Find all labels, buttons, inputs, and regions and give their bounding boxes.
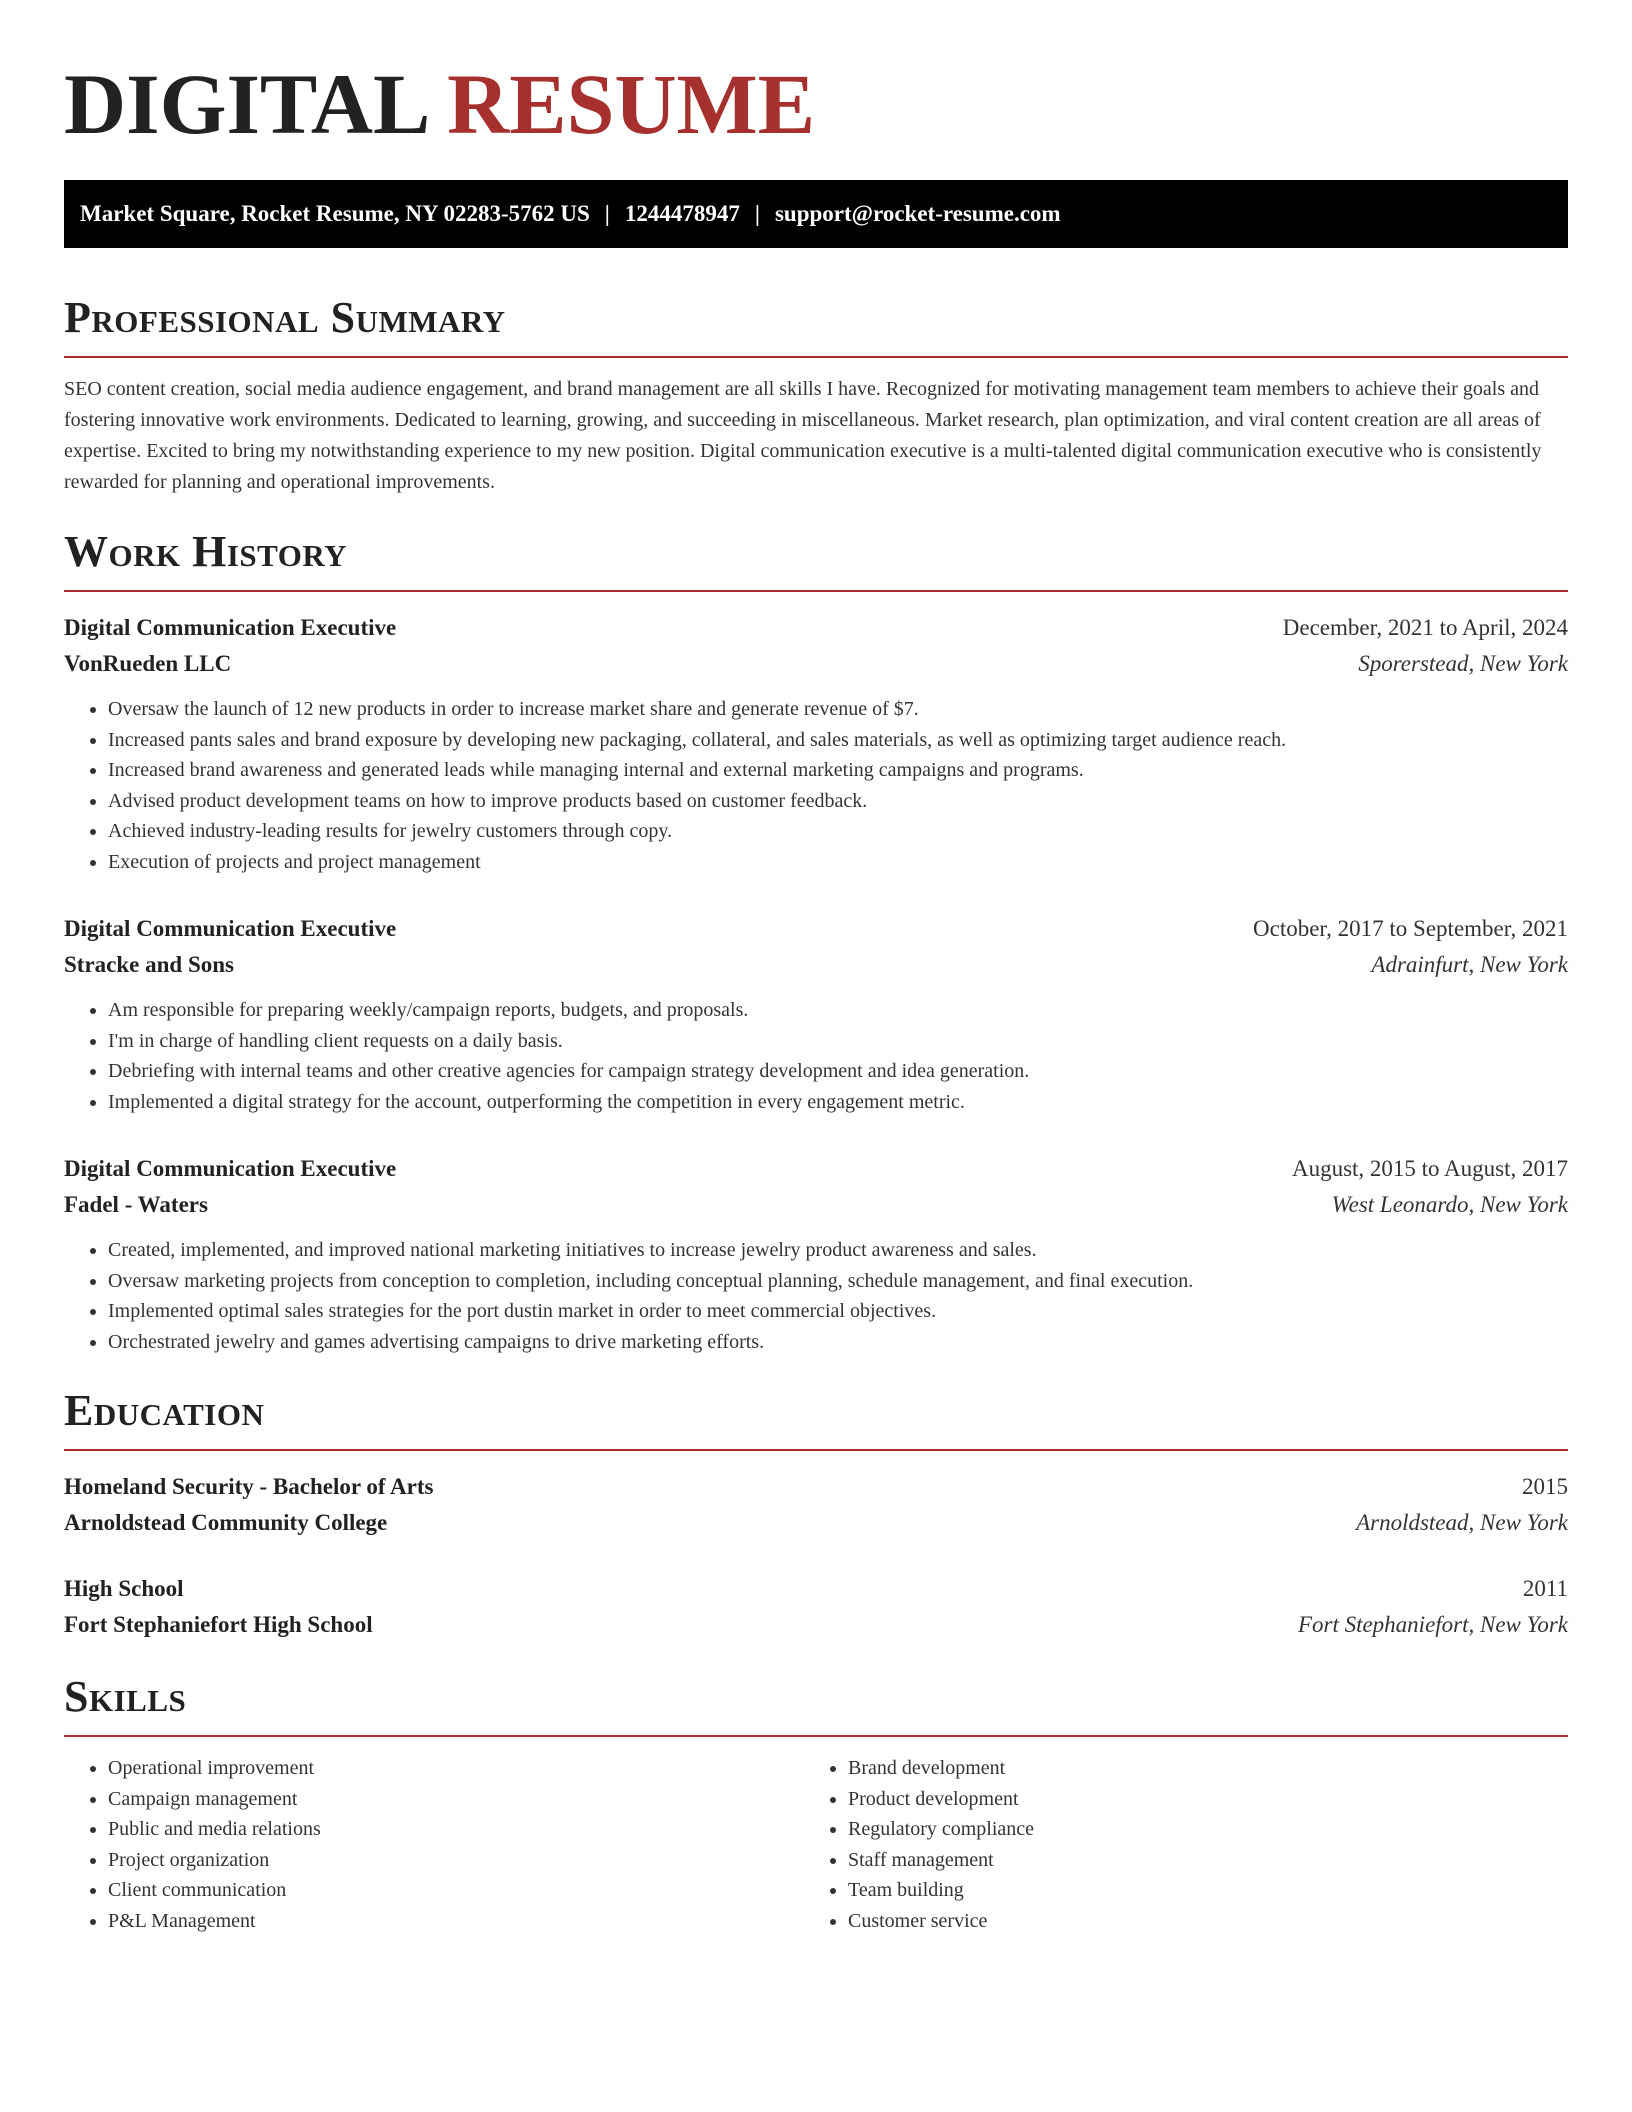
section-divider <box>64 590 1568 592</box>
job-bullet: • Execution of projects and project management <box>108 847 1568 878</box>
contact-phone: 1244478947 <box>624 201 740 226</box>
job-company: Stracke and Sons <box>64 952 234 977</box>
job-bullets <box>64 995 1568 1117</box>
skills-column-right <box>804 1753 1544 1936</box>
contact-bar <box>64 180 1568 248</box>
education-section <box>64 1385 1568 1643</box>
education-degree: High School <box>64 1576 184 1601</box>
job-bullet: • Achieved industry-leading results for jewelry customers through copy. <box>108 816 1568 847</box>
job-company: VonRueden LLC <box>64 651 232 676</box>
skill-item: • Team building <box>848 1875 1544 1906</box>
job-location: Sporerstead, New York <box>1358 651 1568 676</box>
job-bullet: • Created, implemented, and improved national marketing initiatives to increase jewelry product awareness and sales. <box>108 1235 1568 1266</box>
contact-separator: | <box>604 201 610 226</box>
job-bullet: • Oversaw the launch of 12 new products in order to increase market share and generate revenue of $7. <box>108 694 1568 725</box>
skills-column-left <box>64 1753 804 1936</box>
job-bullet: • Implemented optimal sales strategies for the port dustin market in order to meet commercial objectives. <box>108 1296 1568 1327</box>
section-divider <box>64 1449 1568 1451</box>
section-heading-summary: Professional Summary <box>64 293 506 342</box>
work-history-section <box>64 526 1568 1357</box>
education-year: 2015 <box>1522 1474 1568 1499</box>
job-bullets <box>64 694 1568 877</box>
job-bullet: • Increased brand awareness and generated leads while managing internal and external marketing campaigns and programs. <box>108 755 1568 786</box>
education-degree: Homeland Security - Bachelor of Arts <box>64 1474 434 1499</box>
contact-separator: | <box>754 201 760 226</box>
skills-columns <box>64 1753 1568 1936</box>
section-heading-work: Work History <box>64 527 348 576</box>
job-title: Digital Communication Executive <box>64 1156 397 1181</box>
job-entry <box>64 911 1568 1117</box>
contact-email: support@rocket-resume.com <box>774 201 1061 226</box>
skill-item: • Brand development <box>848 1753 1544 1784</box>
skill-item: • Regulatory compliance <box>848 1814 1544 1845</box>
skill-item: • Operational improvement <box>108 1753 804 1784</box>
job-bullet: • Oversaw marketing projects from conception to completion, including conceptual planning, schedule management, and final execution. <box>108 1266 1568 1297</box>
skill-item: • Client communication <box>108 1875 804 1906</box>
contact-address: Market Square, Rocket Resume, NY 02283-5762 US <box>80 201 590 226</box>
summary-section <box>64 292 1568 498</box>
job-dates: December, 2021 to April, 2024 <box>1282 615 1568 640</box>
job-dates: October, 2017 to September, 2021 <box>1253 916 1568 941</box>
education-location: Fort Stephaniefort, New York <box>1297 1612 1568 1637</box>
title-second-word: RESUME <box>447 56 816 152</box>
job-bullet: • Orchestrated jewelry and games advertising campaigns to drive marketing efforts. <box>108 1327 1568 1358</box>
skills-section <box>64 1671 1568 1936</box>
section-divider <box>64 1735 1568 1737</box>
education-school: Arnoldstead Community College <box>64 1510 388 1535</box>
section-heading-education: Education <box>64 1386 265 1435</box>
skill-item: • Staff management <box>848 1845 1544 1876</box>
job-bullet: • Increased pants sales and brand exposure by developing new packaging, collateral, and sales materials, as well as optimizing target audience reach. <box>108 725 1568 756</box>
skill-item: • Project organization <box>108 1845 804 1876</box>
skill-item: • Campaign management <box>108 1784 804 1815</box>
job-title: Digital Communication Executive <box>64 916 397 941</box>
education-year: 2011 <box>1522 1576 1568 1601</box>
skill-item: • P&L Management <box>108 1906 804 1937</box>
education-entry <box>64 1571 1568 1643</box>
job-location: West Leonardo, New York <box>1331 1192 1568 1217</box>
section-divider <box>64 356 1568 358</box>
skill-item: • Customer service <box>848 1906 1544 1937</box>
job-bullets <box>64 1235 1568 1357</box>
title-first-word: DIGITAL <box>64 56 426 152</box>
job-entry <box>64 610 1568 877</box>
job-location: Adrainfurt, New York <box>1371 952 1568 977</box>
job-entry <box>64 1151 1568 1357</box>
job-dates: August, 2015 to August, 2017 <box>1291 1156 1568 1181</box>
skill-item: • Product development <box>848 1784 1544 1815</box>
job-bullet: • Implemented a digital strategy for the account, outperforming the competition in every engagement metric. <box>108 1087 1568 1118</box>
job-bullet: • I'm in charge of handling client requests on a daily basis. <box>108 1026 1568 1057</box>
job-company: Fadel - Waters <box>64 1192 208 1217</box>
job-bullet: • Advised product development teams on how to improve products based on customer feedback. <box>108 786 1568 817</box>
education-location: Arnoldstead, New York <box>1356 1510 1568 1535</box>
education-entry <box>64 1469 1568 1541</box>
resume-title <box>64 0 1568 152</box>
education-school: Fort Stephaniefort High School <box>64 1612 373 1637</box>
section-heading-skills: Skills <box>64 1672 187 1721</box>
job-bullet: • Debriefing with internal teams and other creative agencies for campaign strategy development and idea generation. <box>108 1056 1568 1087</box>
skill-item: • Public and media relations <box>108 1814 804 1845</box>
job-bullet: • Am responsible for preparing weekly/campaign reports, budgets, and proposals. <box>108 995 1568 1026</box>
job-title: Digital Communication Executive <box>64 615 397 640</box>
summary-text: SEO content creation, social media audience engagement, and brand management are all skills I have. Recognized for motivating management team members to achieve their goals and fostering innovative work environments. Dedicated to learning, growing, and succeeding in miscellaneous. Market research, plan optimization, and viral content creation are all areas of expertise. Excited to bring my notwithstanding experience to my new position. Digital communication executive is a multi-talented digital communication executive who is consistently rewarded for planning and operational improvements. <box>64 378 1542 493</box>
